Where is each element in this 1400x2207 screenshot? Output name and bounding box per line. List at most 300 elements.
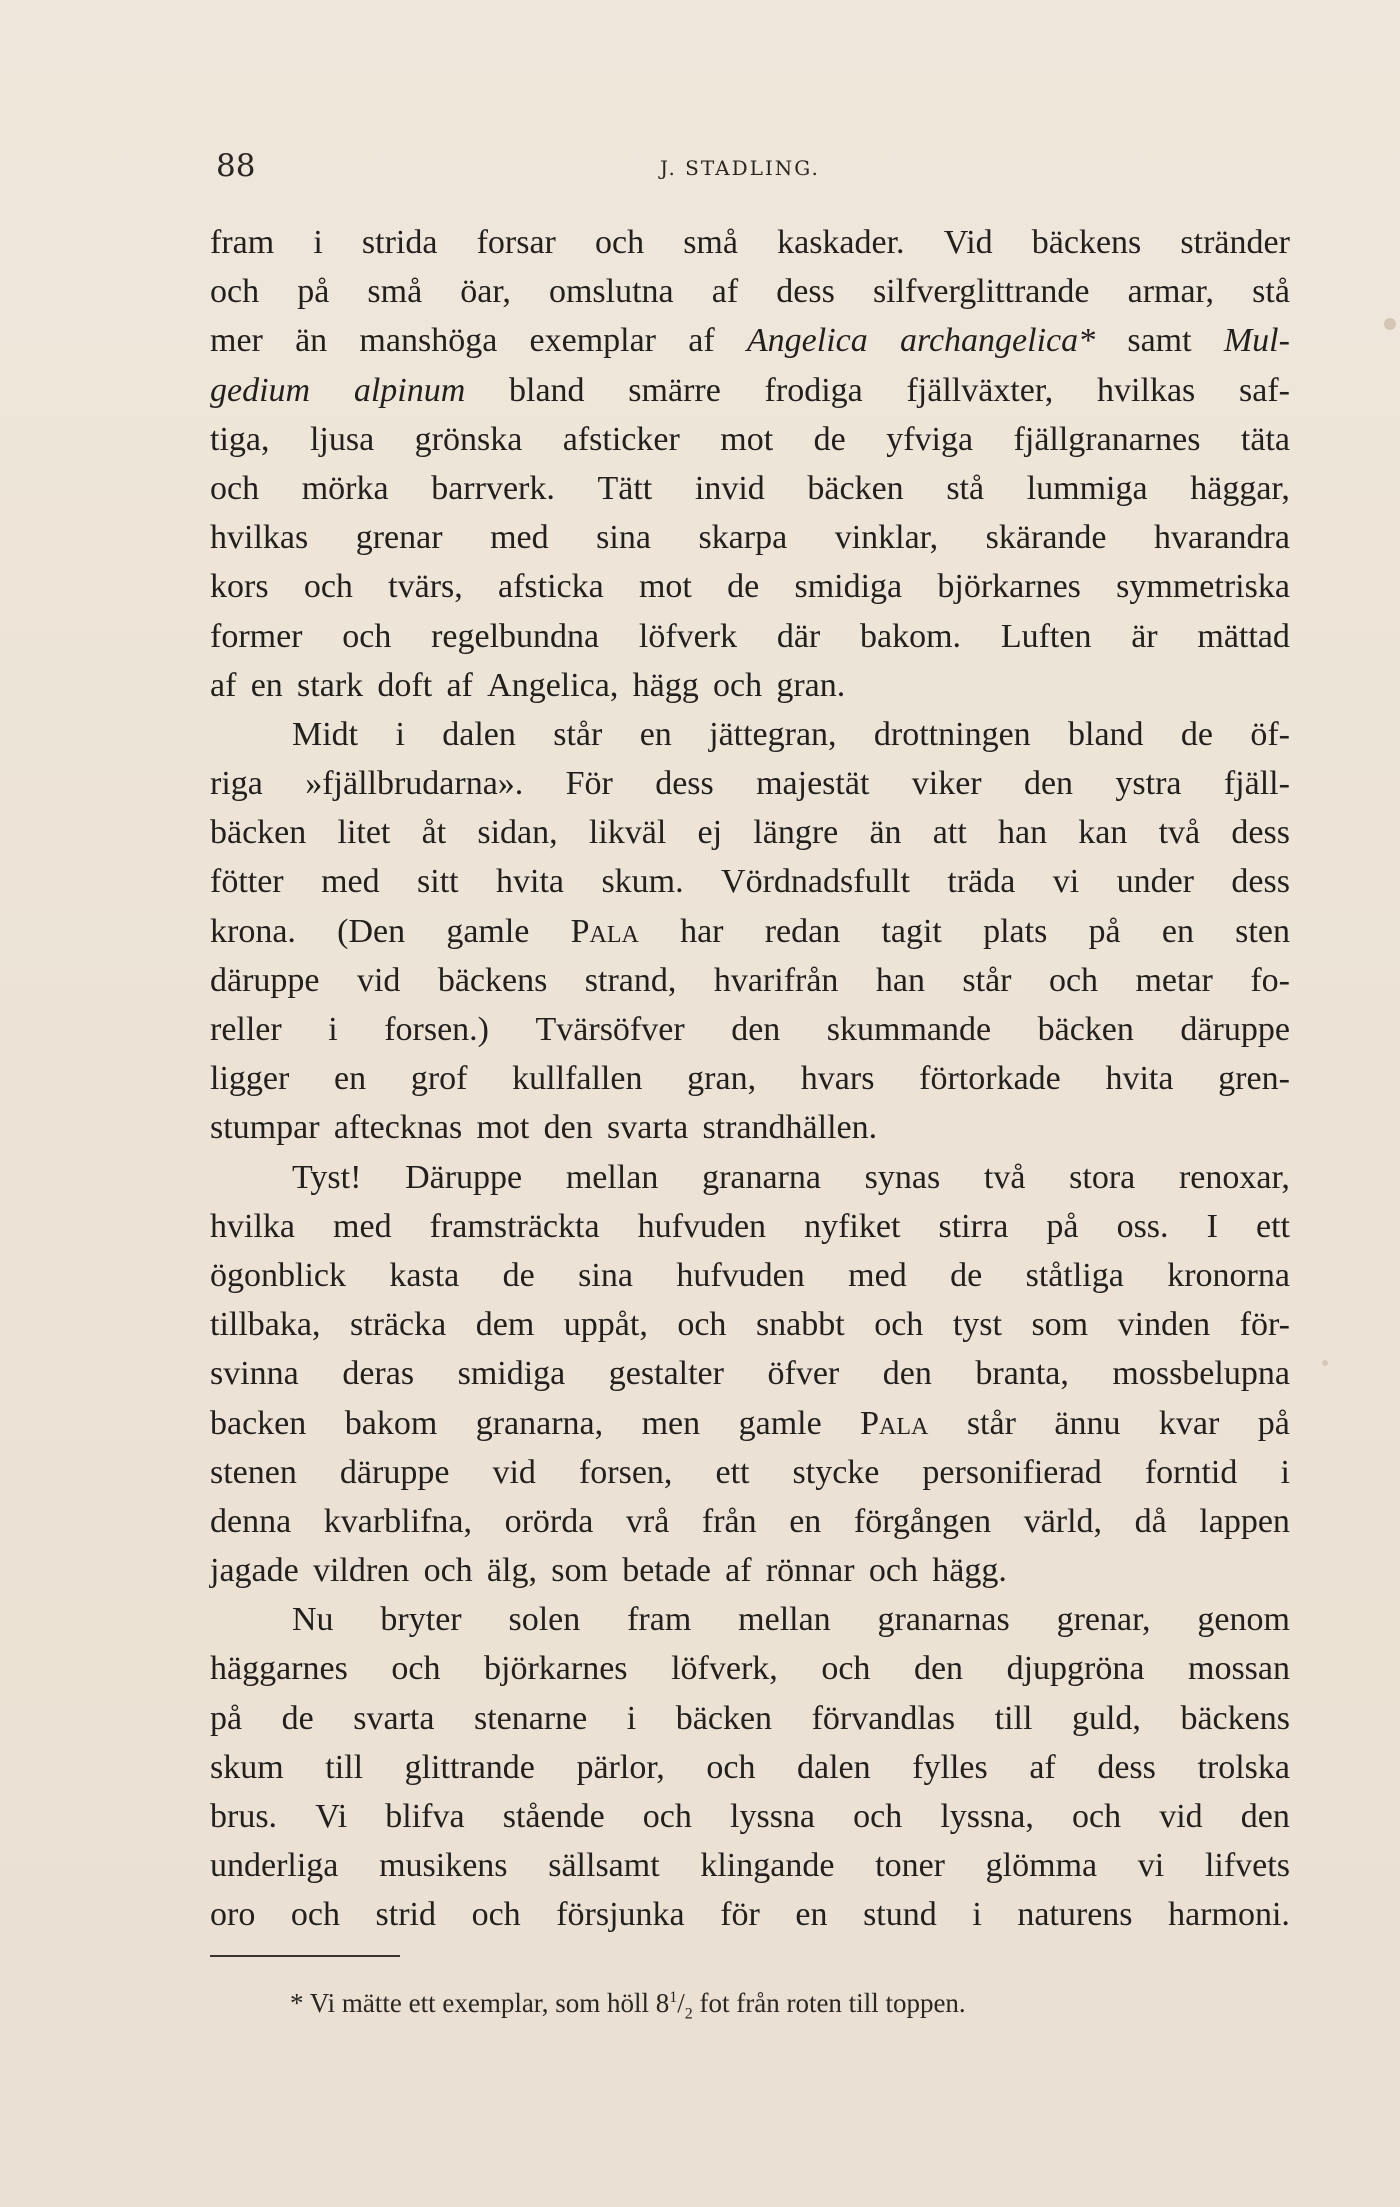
text-line xyxy=(210,218,1290,267)
word: vid xyxy=(492,1453,536,1491)
word: bland xyxy=(509,371,585,409)
word: I xyxy=(1206,1207,1218,1245)
word: än xyxy=(869,814,902,852)
word: betade xyxy=(622,1552,711,1590)
word: står xyxy=(553,715,603,753)
word: reller xyxy=(210,1011,282,1048)
word: vinklar, xyxy=(834,519,939,557)
word: och xyxy=(391,1650,441,1688)
word: stå xyxy=(946,469,985,507)
word: redan xyxy=(764,912,841,950)
text-line xyxy=(210,1103,1290,1152)
word: Angelica xyxy=(746,322,868,360)
word: skarpa xyxy=(698,519,788,557)
word: Däruppe xyxy=(405,1158,523,1196)
word: granarnas xyxy=(877,1601,1010,1639)
body-text xyxy=(210,218,1290,1940)
word: Vördnadsfullt xyxy=(721,863,910,901)
word: viker xyxy=(911,765,982,803)
text-line xyxy=(210,1841,1290,1890)
word: nyfiket xyxy=(804,1207,901,1245)
word: kan xyxy=(1078,814,1128,852)
text-line xyxy=(210,1546,1290,1595)
word: mellan xyxy=(565,1158,659,1196)
word: löfverk, xyxy=(671,1650,778,1688)
text-line xyxy=(210,612,1290,661)
text-line xyxy=(210,415,1290,464)
word: armar, xyxy=(1127,273,1215,311)
word: försjunka xyxy=(556,1896,685,1934)
word: sträcka xyxy=(349,1306,447,1344)
word: dess xyxy=(776,273,835,311)
word: vrå xyxy=(625,1502,670,1540)
word: fo- xyxy=(1250,961,1290,999)
word: förgången xyxy=(853,1502,992,1540)
word: den xyxy=(1023,765,1074,803)
word: frodiga xyxy=(764,371,863,409)
word: och xyxy=(471,1896,521,1934)
word: hvarifrån xyxy=(713,961,839,999)
word: genom xyxy=(1197,1601,1290,1639)
word: dess xyxy=(1231,863,1290,901)
word: jättegran, xyxy=(709,715,837,753)
word: mossbelupna xyxy=(1112,1355,1290,1393)
page-header xyxy=(216,148,1290,188)
word: mot xyxy=(476,1109,530,1147)
word: den xyxy=(882,1355,932,1393)
word: stenen xyxy=(210,1453,297,1491)
text-line xyxy=(210,1202,1290,1251)
word: Tvärsöfver xyxy=(535,1011,685,1048)
word: gestalter xyxy=(608,1355,724,1393)
word: med xyxy=(490,519,549,557)
word: afsticka xyxy=(498,568,604,606)
word: i xyxy=(972,1896,982,1934)
word: grof xyxy=(410,1060,468,1098)
word: och xyxy=(210,469,260,507)
word: däruppe xyxy=(339,1453,450,1491)
word: vinden xyxy=(1117,1306,1211,1344)
word: dalen xyxy=(797,1748,871,1786)
word: af xyxy=(446,666,473,704)
word: stå xyxy=(1252,273,1290,311)
word: skummande xyxy=(826,1011,992,1048)
word: och xyxy=(874,1306,924,1344)
word: ljusa xyxy=(309,420,375,458)
word: ståtliga xyxy=(1025,1256,1124,1294)
word: likväl xyxy=(588,814,667,852)
word: blifva xyxy=(385,1798,465,1835)
word: af xyxy=(725,1552,752,1590)
word: sina xyxy=(596,519,651,557)
text-line xyxy=(210,1448,1290,1497)
word: Midt xyxy=(292,715,359,753)
word: backen xyxy=(210,1404,307,1442)
word: sten xyxy=(1235,912,1290,950)
word: djupgröna xyxy=(1006,1650,1145,1688)
word: och xyxy=(677,1306,727,1344)
word: Vi xyxy=(315,1798,348,1835)
word: Angelica, xyxy=(487,666,619,704)
word: öf- xyxy=(1250,715,1290,753)
word: stora xyxy=(1069,1158,1136,1196)
text-line xyxy=(210,562,1290,611)
word: under xyxy=(1116,863,1194,901)
word: fjällväxter, xyxy=(906,371,1054,409)
word: grönska xyxy=(414,420,523,458)
word: två xyxy=(1158,814,1201,852)
word: kvarblifna, xyxy=(323,1502,472,1540)
word: en xyxy=(639,715,672,753)
word: barrverk. xyxy=(431,469,555,507)
word: vi xyxy=(1137,1847,1165,1885)
word: glittrande xyxy=(404,1748,535,1786)
word: älg, xyxy=(486,1552,537,1590)
word: trolska xyxy=(1197,1748,1290,1786)
word: archangelica* xyxy=(899,322,1096,360)
footnote-rule xyxy=(210,1955,400,1957)
word: forsen.) xyxy=(384,1011,489,1048)
word: häggar, xyxy=(1190,469,1290,507)
word: kaskader. xyxy=(777,224,905,261)
word: glömma xyxy=(985,1847,1098,1885)
word: granarna, xyxy=(475,1404,604,1442)
word: Nu xyxy=(292,1601,334,1639)
word: bäckens xyxy=(437,961,548,999)
word: förvandlas xyxy=(811,1699,956,1737)
word: fram xyxy=(627,1601,692,1639)
word: uppåt, xyxy=(563,1306,648,1344)
word: jagade xyxy=(210,1552,299,1590)
word: stycke xyxy=(792,1453,880,1491)
word: löfverk xyxy=(638,617,738,655)
text-line xyxy=(210,1743,1290,1792)
word: vildren xyxy=(312,1552,410,1590)
word: bäcken xyxy=(675,1699,773,1737)
word: kronorna xyxy=(1167,1256,1290,1294)
word: renoxar, xyxy=(1178,1158,1290,1196)
word: och xyxy=(712,666,763,704)
word: de xyxy=(950,1256,983,1294)
word: dess xyxy=(1231,814,1290,852)
footnote-fraction-separator: / xyxy=(677,1988,685,2018)
text-line xyxy=(210,1399,1290,1448)
word: För xyxy=(565,765,613,803)
word: mellan xyxy=(738,1601,831,1639)
word: strida xyxy=(361,224,438,261)
word: och xyxy=(210,273,260,311)
word: guld, xyxy=(1071,1699,1141,1737)
word: hvilka xyxy=(210,1207,295,1245)
word: däruppe xyxy=(1180,1011,1290,1048)
footnote-text: Vi mätte ett exemplar, som höll 8 xyxy=(309,1988,670,2018)
text-line xyxy=(210,1644,1290,1693)
word: stark xyxy=(297,666,364,704)
word: bäcken xyxy=(807,469,904,507)
word: är xyxy=(1131,617,1158,655)
text-line xyxy=(210,513,1290,562)
word: forntid xyxy=(1144,1453,1238,1491)
word: stående xyxy=(502,1798,605,1835)
text-line xyxy=(210,1694,1290,1743)
word: fylles xyxy=(912,1748,988,1786)
word: fjällgranarnes xyxy=(1013,420,1201,458)
word: hvita xyxy=(496,863,565,901)
word: stirra xyxy=(938,1207,1009,1245)
text-line xyxy=(210,1792,1290,1841)
word: svinna xyxy=(210,1355,299,1393)
text-line xyxy=(210,907,1290,956)
word: musikens xyxy=(379,1847,508,1885)
text-line xyxy=(210,1300,1290,1349)
word: med xyxy=(848,1256,907,1294)
word: lyssna xyxy=(730,1798,816,1835)
word: klingande xyxy=(700,1847,835,1885)
word: hvars xyxy=(800,1060,875,1098)
word: plats xyxy=(983,912,1048,950)
word: en xyxy=(789,1502,822,1540)
word: forsen, xyxy=(578,1453,673,1491)
word: hvarandra xyxy=(1154,519,1290,557)
word: strandhällen. xyxy=(702,1109,878,1147)
word: exemplar xyxy=(529,322,657,360)
word: dalen xyxy=(442,715,516,753)
word: och xyxy=(706,1748,756,1786)
word: i xyxy=(395,715,405,753)
word: öar, xyxy=(460,273,511,311)
word: strid xyxy=(375,1896,436,1934)
word: kors xyxy=(210,568,269,606)
word: hvita xyxy=(1105,1060,1174,1098)
word: solen xyxy=(508,1601,581,1639)
word: de xyxy=(281,1699,314,1737)
word: mot xyxy=(638,568,692,606)
word: toner xyxy=(875,1847,945,1885)
word: smärre xyxy=(628,371,721,409)
text-line xyxy=(210,661,1290,710)
word: hufvuden xyxy=(637,1207,767,1245)
word: står xyxy=(966,1404,1016,1442)
text-line xyxy=(210,857,1290,906)
footnote xyxy=(290,1988,966,2023)
word: svarta xyxy=(606,1109,689,1147)
word: smidiga xyxy=(457,1355,566,1393)
word: mättad xyxy=(1197,617,1290,655)
text-line xyxy=(210,464,1290,513)
word: ett xyxy=(1255,1207,1290,1245)
word: drottningen xyxy=(873,715,1031,753)
word: litet xyxy=(337,814,391,852)
word: mot xyxy=(720,420,774,458)
text-line xyxy=(210,710,1290,759)
word: bland xyxy=(1068,715,1144,753)
word: däruppe xyxy=(210,961,320,999)
text-line xyxy=(210,1251,1290,1300)
word: afsticker xyxy=(562,420,680,458)
word: ej xyxy=(697,814,723,852)
text-line xyxy=(210,956,1290,1005)
word: små xyxy=(367,273,423,311)
text-line xyxy=(210,808,1290,857)
word: tagit xyxy=(881,912,942,950)
word: vid xyxy=(356,961,401,999)
word: i xyxy=(328,1011,338,1048)
word: och xyxy=(303,568,353,606)
word: och xyxy=(642,1798,692,1835)
word: hägg xyxy=(632,666,699,704)
word: sällsamt xyxy=(548,1847,660,1885)
word: deras xyxy=(342,1355,415,1393)
word: vid xyxy=(1159,1798,1203,1835)
word: riga xyxy=(210,765,263,803)
word: metar xyxy=(1135,961,1213,999)
word: en xyxy=(795,1896,828,1934)
word: lappen xyxy=(1199,1502,1290,1540)
word: hufvuden xyxy=(676,1256,805,1294)
word: hvilkas xyxy=(210,519,309,557)
word: men xyxy=(641,1404,701,1442)
word: den xyxy=(1240,1798,1290,1835)
word: krona. xyxy=(210,912,296,950)
word: gren- xyxy=(1218,1060,1290,1098)
word: i xyxy=(1280,1453,1290,1491)
word: former xyxy=(210,617,303,655)
word: björkarnes xyxy=(484,1650,628,1688)
word: oss. xyxy=(1116,1207,1169,1245)
running-head: J. STADLING. xyxy=(660,156,820,180)
word: tiga, xyxy=(210,420,270,458)
word: mossan xyxy=(1188,1650,1290,1688)
word: de xyxy=(813,420,846,458)
word: kasta xyxy=(389,1256,460,1294)
word: af xyxy=(210,666,237,704)
word: i xyxy=(313,224,323,261)
text-line xyxy=(210,366,1290,415)
word: mörka xyxy=(301,469,389,507)
word: täta xyxy=(1240,420,1290,458)
word: grenar, xyxy=(1056,1601,1151,1639)
word: han xyxy=(997,814,1048,852)
word: skum xyxy=(210,1748,284,1786)
word: ännu xyxy=(1054,1404,1121,1442)
word: lifvets xyxy=(1204,1847,1290,1885)
word: längre xyxy=(753,814,839,852)
word: bäcken xyxy=(210,814,307,852)
word: och xyxy=(1048,961,1099,999)
word: en xyxy=(250,666,283,704)
word: omslutna xyxy=(548,273,674,311)
word: till xyxy=(994,1699,1033,1737)
word: öfver xyxy=(767,1355,840,1393)
word: personifierad xyxy=(922,1453,1102,1491)
word: kullfallen xyxy=(512,1060,643,1098)
text-line xyxy=(210,316,1290,365)
word: dess xyxy=(655,765,714,803)
word: han xyxy=(875,961,925,999)
footnote-text-end: fot från roten till toppen. xyxy=(699,1988,966,2018)
word: åt xyxy=(421,814,447,852)
word: grenar xyxy=(355,519,443,557)
word: majestät xyxy=(756,765,870,803)
word: dess xyxy=(1097,1748,1156,1786)
word: Pala xyxy=(860,1404,929,1442)
word: en xyxy=(1161,912,1194,950)
word: invid xyxy=(694,469,765,507)
word: som xyxy=(1031,1306,1089,1344)
word: gran. xyxy=(776,666,846,704)
word: har xyxy=(680,912,724,950)
word: oro xyxy=(210,1896,256,1934)
word: lyssna, xyxy=(940,1798,1034,1835)
word: silfverglittrande xyxy=(872,273,1090,311)
paper-spot xyxy=(1384,318,1396,330)
word: björkarnes xyxy=(937,568,1081,606)
page-number: 88 xyxy=(216,148,256,184)
word: ögonblick xyxy=(210,1256,346,1294)
word: gedium xyxy=(210,371,311,409)
word: »fjällbrudarna». xyxy=(305,765,524,803)
word: dem xyxy=(475,1306,535,1344)
word: stund xyxy=(863,1896,937,1934)
word: samt xyxy=(1127,322,1192,360)
word: aftecknas xyxy=(333,1109,463,1147)
word: tvärs, xyxy=(388,568,463,606)
word: orörda xyxy=(504,1502,594,1540)
word: där xyxy=(776,617,821,655)
word: och xyxy=(868,1552,918,1590)
word: då xyxy=(1134,1502,1167,1540)
word: pärlor, xyxy=(576,1748,665,1786)
word: i xyxy=(626,1699,637,1737)
text-line xyxy=(210,759,1290,808)
text-line xyxy=(210,1890,1290,1939)
word: gamle xyxy=(738,1404,822,1442)
word: sidan, xyxy=(477,814,558,852)
text-line xyxy=(210,1153,1290,1202)
word: framsträckta xyxy=(429,1207,600,1245)
footnote-fraction-denominator: 2 xyxy=(684,2005,693,2023)
word: den xyxy=(543,1109,593,1147)
word: gamle xyxy=(446,912,530,950)
word: häggarnes xyxy=(210,1650,348,1688)
footnote-marker: * xyxy=(290,1988,304,2018)
word: träda xyxy=(947,863,1016,901)
word: med xyxy=(333,1207,392,1245)
word: Tyst! xyxy=(292,1158,362,1196)
word: fötter xyxy=(210,863,284,901)
word: den xyxy=(731,1011,781,1048)
word: brus. xyxy=(210,1798,278,1835)
word: af xyxy=(688,322,715,360)
word: skärande xyxy=(985,519,1107,557)
word: mer xyxy=(210,322,263,360)
word: snabbt xyxy=(755,1306,845,1344)
word: ett xyxy=(715,1453,750,1491)
word: bryter xyxy=(380,1601,462,1639)
word: stränder xyxy=(1180,224,1290,261)
word: för xyxy=(720,1896,760,1934)
word: strand, xyxy=(584,961,677,999)
word: naturens xyxy=(1017,1896,1133,1934)
word: på xyxy=(1088,912,1121,950)
word: af xyxy=(1029,1748,1056,1786)
word: som xyxy=(551,1552,608,1590)
word: ystra xyxy=(1115,765,1182,803)
word: den xyxy=(913,1650,964,1688)
word: för- xyxy=(1239,1306,1290,1344)
word: tillbaka, xyxy=(210,1306,321,1344)
word: bäckens xyxy=(1180,1699,1290,1737)
